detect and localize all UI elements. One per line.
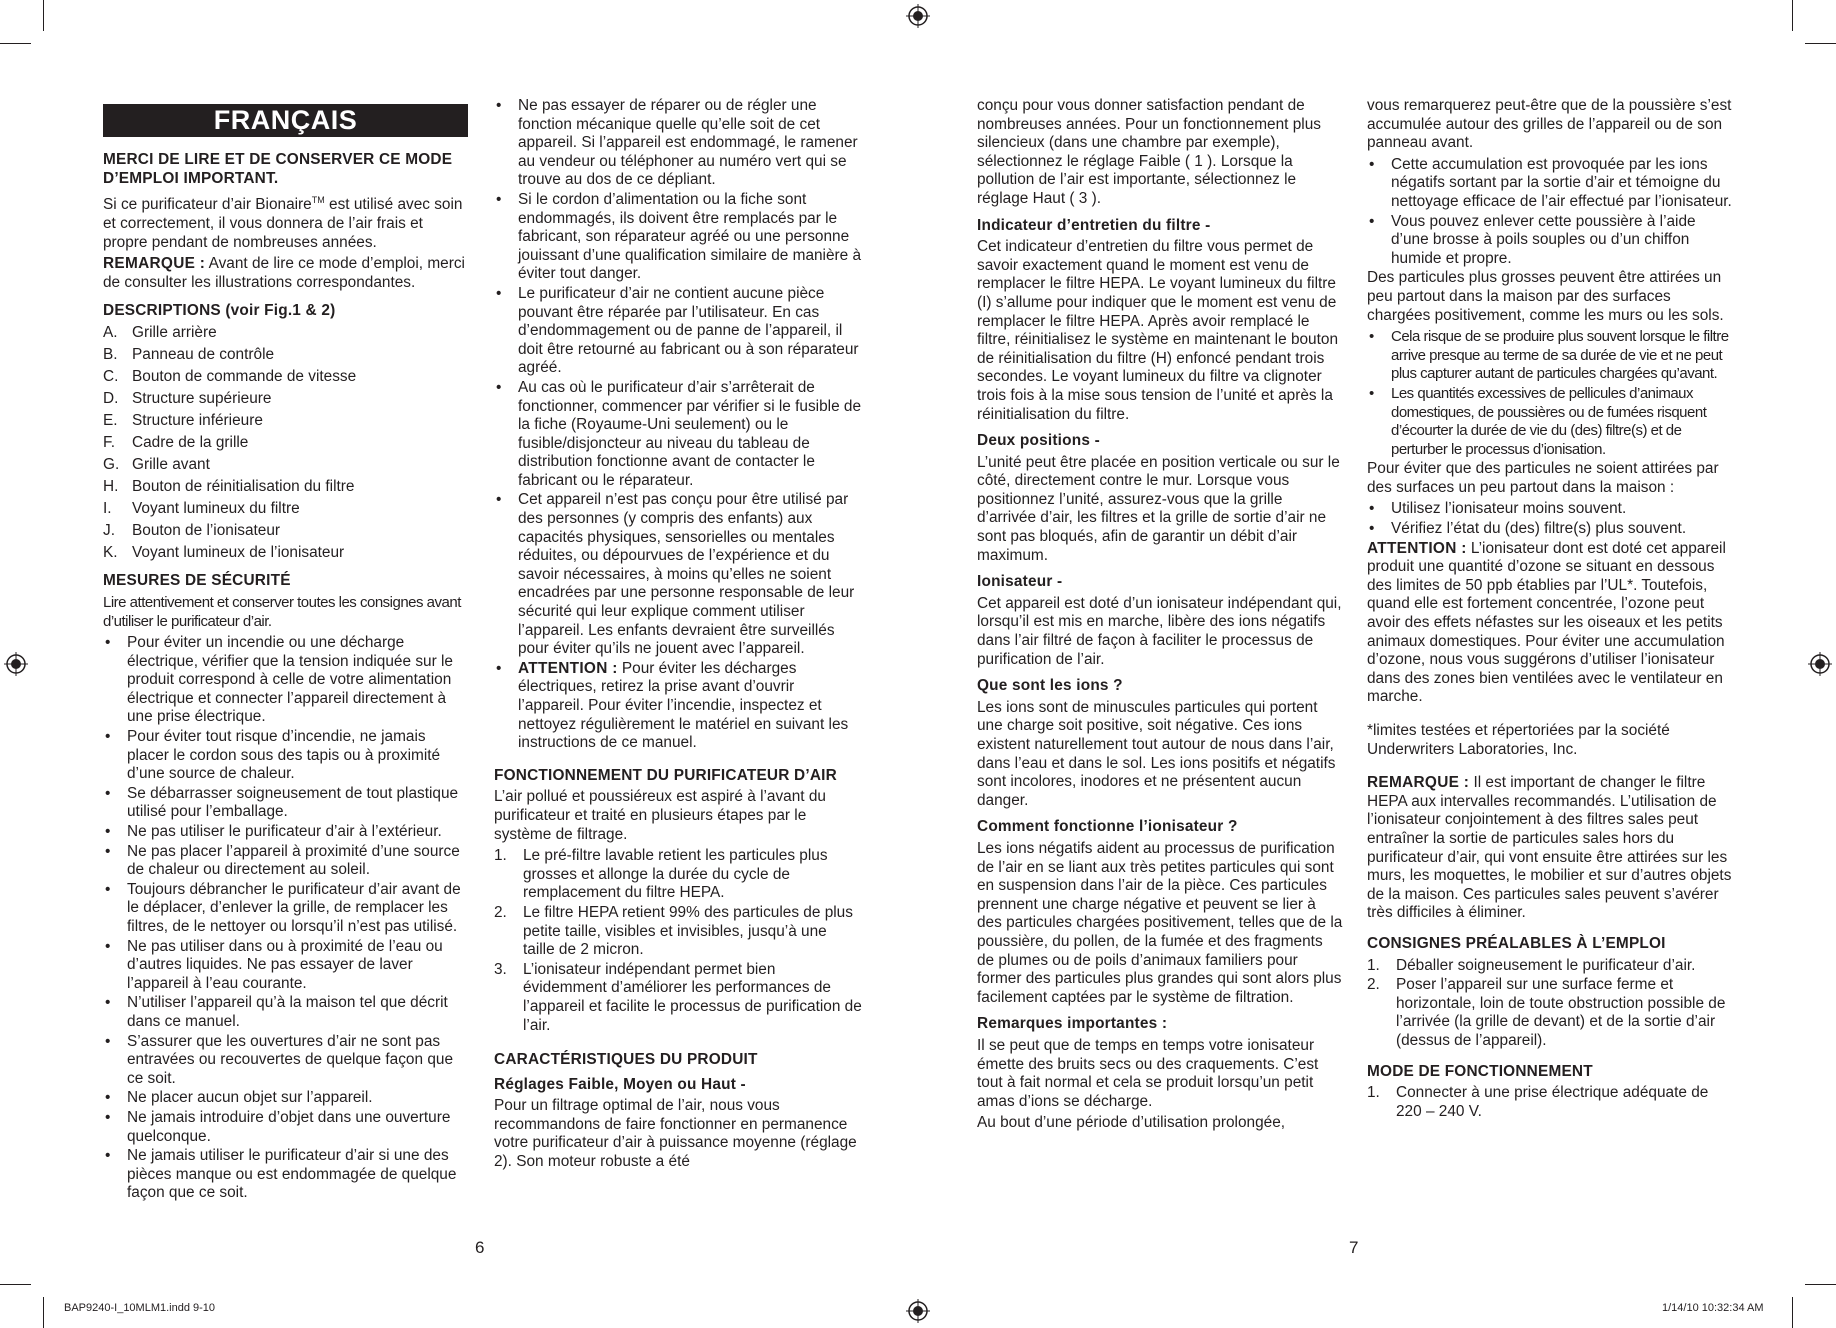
list-item-text: Grille arrière — [132, 323, 217, 341]
list-marker: K. — [103, 543, 118, 561]
list-marker: • — [1369, 520, 1375, 538]
particles-text: Des particules plus grosses peuvent être attirées un peu partout dans la maison par des surfaces chargées positivement, comme les murs ou les sols. — [1367, 269, 1724, 324]
list-item-text: Toujours débrancher le purificateur d’air avant de le déplacer, d’enlever la grille, de remplacer les filtres, de le nettoyer ou lorsqu’il n’est pas utilisé. — [127, 880, 461, 935]
page-number-right: 7 — [1349, 1238, 1359, 1257]
footnote: *limites testées et répertoriées par la société Underwriters Laboratories, Inc. — [1367, 722, 1670, 758]
list-item-text: Le filtre HEPA retient 99% des particules de plus petite taille, visibles et invisibles, jusqu’à une taille de 2 micron. — [523, 903, 853, 959]
list-marker: H. — [103, 477, 119, 495]
list-marker: • — [1369, 328, 1374, 346]
list-item-text: Grille avant — [132, 455, 210, 473]
avoid-list — [1367, 500, 1733, 538]
list-marker: 3. — [494, 960, 507, 978]
list-marker: 2. — [1367, 976, 1380, 994]
operation-steps — [494, 847, 862, 1035]
safety-list-continued — [494, 97, 862, 659]
list-item: • ATTENTION : Pour éviter les décharges électriques, retirez la prise avant d’ouvrir l’appareil. Pour éviter l’incendie, inspectez et nettoyez régulièrement le matériel en suivant les instructions de ce manuel. — [496, 659, 849, 752]
list-item — [103, 881, 468, 937]
speed-heading: Réglages Faible, Moyen ou Haut - — [494, 1075, 746, 1093]
list-item — [103, 412, 468, 431]
safety-intro: Lire attentivement et conserver toutes les consignes avant d’utiliser le purificateur d’air. — [103, 593, 461, 630]
descriptions-list — [103, 324, 468, 562]
note-paragraph: REMARQUE : Il est important de changer le filtre HEPA aux intervalles recommandés. L’utilisation de l’ionisateur conjointement à des filtres sales peut entraîner la sortie de particules sales hors du purificateur d’air, qui vont ensuite être attirées sur les murs, les moquettes, le mobilier et sur d’autres objets de la maison. Ces particules sales peuvent s’avérer très difficiles à éliminer. — [1367, 774, 1732, 922]
list-item-text: Bouton de l’ionisateur — [132, 521, 281, 539]
speed-text-continued: conçu pour vous donner satisfaction pendant de nombreuses années. Pour un fonctionnement plus silencieux (dans une chambre par exemple), sélectionnez le réglage Faible ( 1 ). Lorsque la pollution de l’air est importante, sélectionnez le réglage Haut ( 3 ). — [977, 97, 1321, 207]
list-item — [494, 285, 862, 378]
mode-heading: MODE DE FONCTIONNEMENT — [1367, 1062, 1593, 1080]
list-marker: • — [105, 1147, 111, 1165]
list-marker: • — [496, 378, 502, 396]
list-marker: C. — [103, 367, 119, 385]
list-marker: 1. — [494, 847, 507, 865]
list-marker: • — [496, 97, 502, 114]
list-item-text: Ne pas utiliser dans ou à proximité de l’eau ou d’autres liquides. Ne pas essayer de laver l’appareil à l’eau courante. — [127, 937, 443, 992]
filter-indicator-heading: Indicateur d’entretien du filtre - — [977, 216, 1211, 234]
list-item — [103, 785, 468, 822]
list-item — [103, 1109, 468, 1146]
list-item-text: Pour éviter tout risque d’incendie, ne jamais placer le cordon sous des tapis ou à proximité d’une source de chaleur. — [127, 728, 441, 783]
list-marker: • — [105, 994, 111, 1012]
list-item — [494, 379, 862, 491]
list-item-text: Cela risque de se produire plus souvent lorsque le filtre arrive presque au terme de sa durée de vie et ne peut plus capturer autant de particules chargées qu’avant. — [1391, 328, 1729, 383]
list-marker: • — [1369, 500, 1375, 518]
list-marker: • — [496, 491, 502, 509]
list-marker: • — [496, 284, 502, 302]
list-marker: • — [105, 823, 111, 841]
list-item — [103, 456, 468, 475]
list-marker: • — [105, 1089, 111, 1107]
operation-text: L’air pollué et poussiéreux est aspiré à l’avant du purificateur et traité en plusieurs étapes par le système de filtrage. — [494, 788, 826, 843]
list-item-text: Cette accumulation est provoquée par les ions négatifs sortant par la sortie d’air et témoigne du nettoyage efficace de l’air effectué par l’ionisateur. — [1391, 155, 1732, 210]
list-item — [1367, 156, 1733, 212]
list-item — [103, 1089, 468, 1108]
list-marker: • — [1369, 384, 1374, 402]
list-item — [103, 1033, 468, 1089]
list-marker: 2. — [494, 903, 507, 921]
list-item-text: Le purificateur d’air ne contient aucune pièce pouvant être réparée par l’utilisateur. En cas d’endommagement ou de panne de l’appareil, il doit être retourné au fabricant ou à son réparateur agréé. — [518, 284, 859, 377]
list-item — [103, 478, 468, 497]
list-item — [103, 843, 468, 880]
list-marker: F. — [103, 433, 115, 451]
list-item — [1367, 500, 1733, 519]
list-item-text: Déballer soigneusement le purificateur d’air. — [1396, 956, 1696, 974]
descriptions-heading: DESCRIPTIONS (voir Fig.1 & 2) — [103, 302, 336, 320]
ozone-warning-label: ATTENTION : — [1367, 539, 1467, 557]
list-item-text: N’utiliser l’appareil qu’à la maison tel que décrit dans ce manuel. — [127, 994, 448, 1030]
list-marker: • — [496, 190, 502, 208]
list-item — [1367, 957, 1733, 976]
remarks-heading: Remarques importantes : — [977, 1015, 1168, 1033]
list-item — [1367, 976, 1733, 1050]
registration-mark-icon — [4, 652, 28, 676]
list-marker: I. — [103, 499, 112, 517]
list-marker: D. — [103, 389, 119, 407]
ions-heading: Que sont les ions ? — [977, 677, 1123, 695]
avoid-text: Pour éviter que des particules ne soient attirées par des surfaces un peu partout dans la maison : — [1367, 460, 1719, 496]
list-item — [1367, 1084, 1733, 1121]
note-paragraph: REMARQUE : Avant de lire ce mode d’emploi, merci de consulter les illustrations correspondantes. — [103, 255, 465, 291]
crop-mark — [1805, 43, 1836, 44]
list-item — [103, 368, 468, 387]
list-marker: • — [1369, 155, 1375, 173]
language-banner: FRANÇAIS — [103, 104, 468, 137]
list-item-text: Connecter à une prise électrique adéquate de 220 – 240 V. — [1396, 1084, 1709, 1120]
list-item — [103, 823, 468, 842]
intro-text: Si ce purificateur d’air Bionaire™ est utilisé avec soin et correctement, il vous donnera de l’air frais et propre pendant de nombreuses années. — [103, 195, 463, 251]
ozone-warning: ATTENTION : L’ionisateur dont est doté cet appareil produit une quantité d’ozone se situant en dessous des limites de 50 ppb établies par l’UL*. Toutefois, quand elle est fortement concentrée, l’ozone peut avoir des effets néfastes sur les oiseaux et les petits animaux domestiques. Pour éviter une accumulation d’ozone, nous vous suggérons d’utiliser l’ionisateur dans des zones bien ventilées avec le ventilateur en marche. — [1367, 539, 1726, 706]
prolonged-text: Au bout d’une période d’utilisation prolongée, — [977, 1114, 1286, 1132]
list-item-text: Vous pouvez enlever cette poussière à l’aide d’une brosse à poils souples ou d’un chiffon humide et propre. — [1391, 212, 1696, 267]
list-item-text: Vérifiez l’état du (des) filtre(s) plus souvent. — [1391, 520, 1687, 538]
list-marker: B. — [103, 345, 118, 363]
list-marker: 1. — [1367, 1084, 1380, 1102]
list-item-text: Utilisez l’ionisateur moins souvent. — [1391, 500, 1627, 518]
list-item-text: Structure supérieure — [132, 389, 272, 407]
crop-mark — [0, 43, 31, 44]
crop-mark — [43, 0, 44, 31]
list-item-text: S’assurer que les ouvertures d’air ne sont pas entravées ou recouvertes de quelque façon que ce soit. — [127, 1032, 453, 1087]
list-marker: A. — [103, 323, 118, 341]
list-item — [1367, 213, 1733, 269]
list-marker: • — [105, 634, 111, 652]
mode-steps — [1367, 1084, 1733, 1121]
list-item — [494, 847, 862, 903]
ionizer-heading: Ionisateur - — [977, 573, 1063, 591]
list-item — [1367, 385, 1733, 459]
dust-text: vous remarquerez peut-être que de la poussière s’est accumulée autour des grilles de l’appareil ou de son panneau avant. — [1367, 97, 1732, 152]
list-item-text: Ne pas essayer de réparer ou de régler une fonction mécanique quelle qu’elle soit de cet appareil. Si l’appareil est endommagé, le ramener au vendeur ou téléphoner au numéro vert qui se trouve au dos de ce dépliant. — [518, 97, 858, 189]
list-item-text: Ne jamais introduire d’objet dans une ouverture quelconque. — [127, 1108, 451, 1145]
ions-text: Les ions sont de minuscules particules qui portent une charge soit positive, soit négative. Ces ions existent naturellement tout autour de nous dans l’air, dans l’eau et dans le sol. Les ions positifs et négatifs sont incolores, inodores et ne présentent aucun danger. — [977, 698, 1336, 809]
features-heading: CARACTÉRISTIQUES DU PRODUIT — [494, 1051, 758, 1069]
crop-mark — [0, 1284, 31, 1285]
list-item — [103, 938, 468, 994]
safety-heading: MESURES DE SÉCURITÉ — [103, 572, 291, 590]
list-item — [103, 346, 468, 365]
list-item — [1367, 520, 1733, 539]
list-item-text: Cadre de la grille — [132, 433, 249, 451]
how-heading: Comment fonctionne l’ionisateur ? — [977, 818, 1238, 836]
list-item — [103, 390, 468, 409]
registration-mark-icon — [906, 4, 930, 28]
list-item-text: Ne placer aucun objet sur l’appareil. — [127, 1089, 373, 1107]
list-item — [103, 544, 468, 563]
list-item — [103, 434, 468, 453]
list-marker: • — [105, 728, 111, 746]
list-item-text: Structure inférieure — [132, 411, 263, 429]
filter-indicator-text: Cet indicateur d’entretien du filtre vous permet de savoir exactement quand le moment est venu de remplacer le filtre HEPA. Le voyant lumineux du filtre (I) s’allume pour indiquer que le moment est venu de remplacer le filtre HEPA. Après avoir remplacé le filtre, réinitialisez le système en maintenant le bouton de réinitialisation du filtre (H) enfoncé pendant trois secondes. Le voyant lumineux du filtre va clignoter trois fois à la mise sous tension de l’unité et après la réinitialisation du filtre. — [977, 238, 1339, 423]
list-item-text: L’ionisateur indépendant permet bien évidemment d’améliorer les performances de l’appareil et facilite le processus de purification de l’air. — [523, 960, 862, 1034]
list-item — [103, 324, 468, 343]
list-marker: • — [105, 842, 111, 860]
warning-label: ATTENTION : — [518, 659, 618, 677]
list-item-text: Ne jamais utiliser le purificateur d’air si une des pièces manque ou est endommagée de quelque façon que ce soit. — [127, 1147, 457, 1202]
list-item-text: Le pré-filtre lavable retient les particules plus grosses et allonge la durée du cycle de remplacement du filtre HEPA. — [523, 847, 828, 902]
list-item-text: Ne pas placer l’appareil à proximité d’une source de chaleur ou directement au soleil. — [127, 842, 460, 879]
list-marker: 1. — [1367, 956, 1380, 974]
footer-timestamp: 1/14/10 10:32:34 AM — [1662, 1302, 1764, 1314]
list-item — [1367, 328, 1733, 384]
speed-text: Pour un filtrage optimal de l’air, nous vous recommandons de faire fonctionner en permanence votre purificateur d’air à puissance moyenne (réglage 2). Son moteur robuste a été — [494, 1097, 857, 1171]
list-item — [494, 961, 862, 1035]
list-marker: • — [105, 1032, 111, 1050]
crop-mark — [43, 1297, 44, 1328]
column-1 — [103, 97, 468, 1204]
list-item-text: Panneau de contrôle — [132, 345, 275, 363]
list-item-text: Les quantités excessives de pellicules d’animaux domestiques, de poussières ou de fumées risquent d’écourter la durée de vie du (des) filtre(s) et de perturber le processus d’ionisation. — [1391, 384, 1707, 458]
list-marker: J. — [103, 521, 115, 539]
list-item — [494, 97, 862, 190]
column-4 — [1367, 97, 1733, 1122]
list-item — [103, 522, 468, 541]
list-marker: E. — [103, 411, 118, 429]
intro-heading: MERCI DE LIRE ET DE CONSERVER CE MODE D’EMPLOI IMPORTANT. — [103, 151, 453, 187]
safety-list — [103, 634, 468, 1203]
crop-mark — [1792, 1297, 1793, 1328]
list-item — [103, 1147, 468, 1203]
remarks-text: Il se peut que de temps en temps votre ionisateur émette des bruits secs ou des craquements. C’est tout à fait normal et cela se produit lorsqu’un petit amas d’ions se décharge. — [977, 1036, 1319, 1110]
list-item-text: Pour éviter un incendie ou une décharge électrique, vérifier que la tension indiquée sur le produit correspond à celle de votre alimentation électrique et connecter l’appareil directement à une prise électrique. — [127, 634, 453, 726]
list-item — [103, 994, 468, 1031]
list-marker: G. — [103, 455, 120, 473]
list-item-text: Se débarrasser soigneusement de tout plastique utilisé pour l’emballage. — [127, 784, 459, 821]
list-marker: • — [105, 880, 111, 898]
list-item-text: Bouton de réinitialisation du filtre — [132, 477, 355, 495]
list-marker: • — [105, 1108, 111, 1126]
crop-mark — [1805, 1284, 1836, 1285]
list-item — [103, 634, 468, 727]
how-text: Les ions négatifs aident au processus de purification de l’air en se liant aux très petites particules qui sont en suspension dans l’air de la pièce. Ces particules prennent une charge négative et peuvent se lier à des particules chargées positivement, telles que de la poussière, du pollen, de la fumée et des fragments de plumes ou de poils d’animaux familiers pour former des particules plus grandes qui sont alors plus facilement captées par le système de filtration. — [977, 839, 1343, 1006]
list-item — [494, 491, 862, 658]
warning-list — [494, 660, 862, 753]
list-marker: • — [1369, 212, 1375, 230]
list-item — [494, 191, 862, 284]
crop-mark — [1792, 0, 1793, 31]
list-item-text: Poser l’appareil sur une surface ferme et horizontale, loin de toute obstruction possible de l’arrivée (la grille de devant) et de la sortie d’air (dessus de l’appareil). — [1396, 976, 1726, 1049]
list-item — [494, 904, 862, 960]
registration-mark-icon — [1808, 652, 1832, 676]
list-marker: • — [105, 784, 111, 802]
list-item-text: Au cas où le purificateur d’air s’arrêterait de fonctionner, commencer par vérifier si le fusible de la fiche (Royaume-Uni seulement) ou le fusible/disjoncteur au niveau du tableau de distribution fonctionne avant de contacter le fabricant ou le réparateur. — [518, 378, 862, 489]
column-2 — [494, 97, 862, 1175]
preliminary-heading: CONSIGNES PRÉALABLES À L’EMPLOI — [1367, 934, 1666, 952]
particles-list — [1367, 328, 1733, 459]
preliminary-steps — [1367, 957, 1733, 1051]
registration-mark-icon — [906, 1299, 930, 1323]
positions-heading: Deux positions - — [977, 432, 1100, 450]
list-item-text: Bouton de commande de vitesse — [132, 367, 357, 385]
note-label: REMARQUE : — [1367, 774, 1470, 792]
footer-file: BAP9240-I_10MLM1.indd 9-10 — [64, 1302, 216, 1314]
column-3 — [977, 97, 1344, 1136]
positions-text: L’unité peut être placée en position verticale ou sur le côté, directement contre le mur. Lorsque vous positionnez l’unité, assurez-vous que la grille d’arrivée d’air, les filtres et la grille de sortie d’air ne sont pas bloqués, afin de garantir un débit d’air maximum. — [977, 453, 1340, 564]
list-item-text: Voyant lumineux de l’ionisateur — [132, 543, 345, 561]
ionizer-text: Cet appareil est doté d’un ionisateur indépendant qui, lorsqu’il est mis en marche, libère des ions négatifs dans l’air filtré de façon à faciliter le processus de purification de l’air. — [977, 594, 1342, 668]
list-item-text: Ne pas utiliser le purificateur d’air à l’extérieur. — [127, 823, 442, 841]
list-item-text: Si le cordon d’alimentation ou la fiche sont endommagés, ils doivent être remplacés par le fabricant, son réparateur agréé ou une personne jouissant d’une qualification similaire de manière à éviter tout danger. — [518, 190, 862, 283]
list-marker: • — [105, 937, 111, 955]
page-number-left: 6 — [475, 1238, 485, 1257]
list-item — [103, 728, 468, 784]
list-item — [103, 500, 468, 519]
operation-heading: FONCTIONNEMENT DU PURIFICATEUR D’AIR — [494, 766, 837, 784]
list-item-text: Cet appareil n’est pas conçu pour être utilisé par des personnes (y compris des enfants) aux capacités physiques, sensorielles ou mentales réduites, ou dépourvues de l’expérience et du savoir nécessaires, à moins qu’elles ne soient encadrées par une personne responsable de leur sécurité qui leur explique comment utiliser l’appareil. Les enfants devraient être surveillés pour éviter qu’ils ne jouent avec l’appareil. — [518, 491, 855, 658]
dust-list — [1367, 156, 1733, 269]
note-label: REMARQUE : — [103, 255, 206, 273]
list-item-text: Voyant lumineux du filtre — [132, 499, 300, 517]
